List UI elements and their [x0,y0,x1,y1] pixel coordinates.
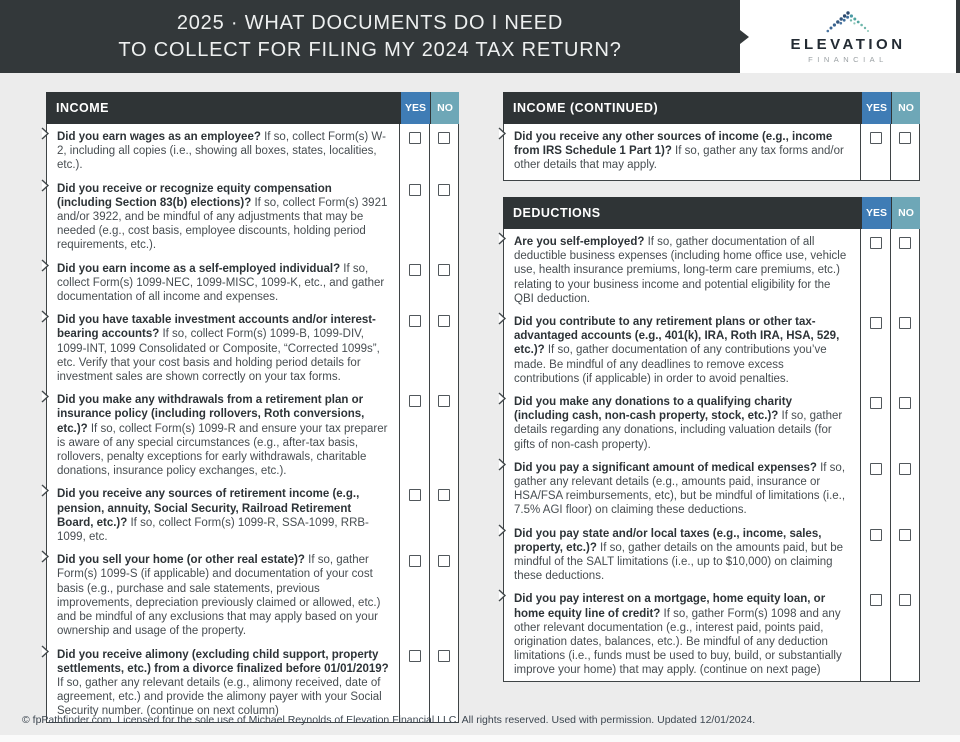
no-cell [429,124,458,176]
question-detail-text: If so, collect Form(s) W-2, including all copies (i.e., showing all boxes, states, localities, etc.). [57,131,386,172]
yes-cell [399,481,429,547]
question-detail-text: If so, gather any relevant details (e.g., alimony received, date of agreement, etc.) and provide the alimony payer with your Social Security number. (continue on next column) [57,676,382,718]
yes-checkbox[interactable] [870,594,882,606]
question-bold-text: Did you pay interest on a mortgage, home equity loan, or home equity line of credit? [514,593,826,620]
question-row [47,547,458,641]
yes-checkbox[interactable] [870,237,882,249]
no-checkbox[interactable] [438,489,450,501]
no-checkbox[interactable] [438,184,450,196]
question-detail-text: If so, gather details on the amounts paid, but be mindful of the SALT limitations (i.e., up to $10,000) on claiming these deductions. [514,541,843,583]
question-bold-text: Did you pay a significant amount of medical expenses? [514,461,817,474]
section-income-continued [503,92,920,181]
section-header [503,197,920,229]
elevation-mountain-icon [825,10,871,34]
logo-subtitle: FINANCIAL [808,54,888,64]
no-cell [890,586,919,680]
question-text [47,176,399,256]
no-checkbox[interactable] [899,132,911,144]
footer-license-text: © fpPathfinder.com. Licensed for the sole use of Michael Reynolds of Elevation Financial LLC. All rights reserved. Used with permission. Updated 12/01/2024. [22,714,756,726]
chevron-right-icon [41,127,50,140]
question-row [504,455,919,521]
chevron-right-icon [498,312,507,325]
page-header [0,0,960,73]
question-detail-text: If so, collect Form(s) 1099-R, SSA-1099, RRB-1099, etc. [57,516,369,544]
no-cell [429,547,458,641]
question-row [47,176,458,256]
yes-cell [860,309,890,389]
no-cell [429,481,458,547]
no-column-header: NO [431,92,459,124]
question-bold-text: Did you receive or recognize equity compensation (including Section 83(b) elections)? [57,182,332,209]
no-checkbox[interactable] [899,529,911,541]
question-row [504,521,919,587]
yes-cell [399,176,429,256]
no-checkbox[interactable] [438,132,450,144]
section-title: DEDUCTIONS [513,206,601,220]
yes-column-header: YES [401,92,430,124]
question-row [47,256,458,308]
question-row [504,309,919,389]
yes-cell [399,547,429,641]
section-title: INCOME [56,101,109,115]
chevron-right-icon [498,458,507,471]
yes-checkbox[interactable] [409,555,421,567]
question-text [504,309,860,389]
yes-checkbox[interactable] [870,463,882,475]
yes-cell [860,124,890,180]
chevron-right-icon [41,179,50,192]
question-text [504,124,860,180]
yes-checkbox[interactable] [870,132,882,144]
no-cell [890,455,919,521]
question-bold-text: Are you self-employed? [514,236,645,248]
chevron-right-icon [41,310,50,323]
question-text [504,389,860,455]
question-bold-text: Did you receive alimony (excluding child support, property settlements, etc.) from a divorce finalized before 01/01/2019? [57,648,389,675]
question-detail-text: If so, gather documentation of all deductible business expenses (including home office use, vehicle use, health insurance premiums, long-term care premiums, etc.) relating to your business income and potential eligibility for the QBI deduction. [514,236,847,305]
yes-checkbox[interactable] [409,395,421,407]
page-footer [0,706,960,742]
chevron-right-icon [498,589,507,602]
chevron-right-icon [41,550,50,563]
question-text [47,256,399,308]
yes-cell [399,256,429,308]
yes-cell [399,307,429,387]
question-text [504,586,860,680]
no-cell [890,389,919,455]
yes-checkbox[interactable] [409,184,421,196]
question-detail-text: If so, gather details regarding any donations, including valuation details (for gifts of non-cash property). [514,410,843,451]
section-header [503,92,920,124]
section-body [503,229,920,682]
chevron-right-icon [41,390,50,403]
question-detail-text: If so, gather Form(s) 1099-S (if applicable) and documentation of your cost basis (e.g., purchase and sale statements, previous improvements, depreciation previously claimed or allowed, etc.) and be mindful of any exclusions that may apply based on your ownership and usage of the property. [57,554,381,638]
yes-cell [860,455,890,521]
no-column-header: NO [892,197,920,229]
no-checkbox[interactable] [899,594,911,606]
logo-wordmark: ELEVATION [790,35,906,53]
no-cell [429,307,458,387]
chevron-right-icon [41,259,50,272]
no-cell [429,256,458,308]
question-bold-text: Did you sell your home (or other real estate)? [57,554,305,567]
question-row [47,307,458,387]
no-checkbox[interactable] [438,264,450,276]
yes-checkbox[interactable] [409,489,421,501]
yes-column-header: YES [862,92,891,124]
question-detail-text: If so, collect Form(s) 1099-B, 1099-DIV, 1099-INT, 1099 Consolidated or Composite, “Corrected 1099s”, etc. Verify that your cost basis and holding period details for investment sales are shown correctly on your tax forms. [57,328,380,384]
no-cell [890,309,919,389]
no-checkbox[interactable] [438,555,450,567]
question-text [47,547,399,641]
question-detail-text: If so, collect Form(s) 1099-R and ensure your tax preparer is aware of any special circumstances (e.g., after-tax basis, rollovers, penalty exceptions for early withdrawals, charitable donations, insurance policy exchanges, etc.). [57,422,388,478]
yes-checkbox[interactable] [409,264,421,276]
yes-cell [399,387,429,481]
question-row [47,124,458,176]
question-text [504,521,860,587]
question-text [504,229,860,309]
no-checkbox[interactable] [438,650,450,662]
yes-checkbox[interactable] [409,132,421,144]
question-text [47,387,399,481]
question-bold-text: Did you receive any other sources of income (e.g., income from IRS Schedule 1 Part 1)? [514,131,833,158]
left-column [46,92,459,723]
chevron-right-icon [41,484,50,497]
yes-checkbox[interactable] [409,650,421,662]
question-row [504,586,919,680]
yes-cell [860,229,890,309]
question-bold-text: Did you make any donations to a qualifying charity (including cash, non-cash property, stock, etc.)? [514,396,792,423]
question-row [47,387,458,481]
yes-cell [860,521,890,587]
question-bold-text: Did you receive any sources of retirement income (e.g., pension, annuity, Social Security, Railroad Retirement Board, etc.)? [57,488,360,529]
no-checkbox[interactable] [899,463,911,475]
no-cell [890,124,919,180]
question-text [47,124,399,176]
section-body [46,124,459,723]
no-checkbox[interactable] [899,237,911,249]
section-header [46,92,459,124]
no-checkbox[interactable] [438,315,450,327]
section-income [46,92,459,723]
header-arrow-icon [740,30,749,44]
question-bold-text: Did you earn income as a self-employed individual? [57,262,341,275]
question-bold-text: Did you earn wages as an employee? [57,131,261,143]
no-cell [429,176,458,256]
brand-logo [740,0,956,73]
question-row [504,124,919,180]
chevron-right-icon [41,645,50,658]
question-bold-text: Did you make any withdrawals from a retirement plan or insurance policy (including rollovers, Roth conversions, etc.)? [57,394,365,435]
question-row [504,229,919,309]
question-detail-text: If so, gather documentation of any contributions you’ve made. Be mindful of any deadlines to remove excess contributions (if applicable) in order to avoid penalties. [514,344,827,385]
yes-column-header: YES [862,197,891,229]
right-column [503,92,920,682]
yes-checkbox[interactable] [870,317,882,329]
page-title-line2: TO COLLECT FOR FILING MY 2024 TAX RETURN? [118,39,622,61]
page-title-line1: 2025 · WHAT DOCUMENTS DO I NEED [176,12,564,34]
no-cell [890,229,919,309]
yes-cell [860,389,890,455]
question-bold-text: Did you have taxable investment accounts and/or interest-bearing accounts? [57,314,376,341]
no-cell [890,521,919,587]
section-body [503,124,920,181]
chevron-right-icon [498,127,507,140]
question-row [47,481,458,547]
yes-checkbox[interactable] [870,529,882,541]
question-text [47,481,399,547]
question-detail-text: If so, collect Form(s) 1099-NEC, 1099-MISC, 1099-K, etc., and gather documentation of all income and expenses. [57,262,385,304]
chevron-right-icon [498,392,507,405]
yes-cell [399,124,429,176]
chevron-right-icon [498,232,507,245]
question-bold-text: Did you contribute to any retirement plans or other tax-advantaged accounts (e.g., 401(k), IRA, Roth IRA, HSA, 529, etc.)? [514,316,840,357]
section-title: INCOME (CONTINUED) [513,101,659,115]
question-bold-text: Did you pay state and/or local taxes (e.g., income, sales, property, etc.)? [514,527,822,554]
yes-checkbox[interactable] [409,315,421,327]
question-row [504,389,919,455]
no-checkbox[interactable] [899,397,911,409]
footer-strip [0,735,960,742]
no-column-header: NO [892,92,920,124]
question-text [504,455,860,521]
question-detail-text: If so, collect Form(s) 3921 and/or 3922, and be mindful of any adjustments that may be needed (e.g., cost basis, employee discounts, holding period requirements, etc.). [57,196,388,252]
no-checkbox[interactable] [899,317,911,329]
yes-checkbox[interactable] [870,397,882,409]
question-detail-text: If so, gather any tax forms and/or other details that may apply. [514,145,844,172]
chevron-right-icon [498,524,507,537]
question-detail-text: If so, gather Form(s) 1098 and any other relevant documentation (e.g., interest paid, points paid, origination dates, balances, etc.). Be mindful of any deduction limitations (i.e., funds must be used to buy, build, or substantially improve your home) that may apply. (continue on next page) [514,607,842,677]
section-deductions [503,197,920,682]
no-cell [429,387,458,481]
question-text [47,307,399,387]
no-checkbox[interactable] [438,395,450,407]
question-detail-text: If so, gather any relevant details (e.g., amounts paid, insurance or HSA/FSA reimbursements, etc), but be mindful of limitations (i.e., 7.5% AGI floor) on claiming these deductions. [514,461,846,517]
page-title [0,10,740,64]
yes-cell [860,586,890,680]
